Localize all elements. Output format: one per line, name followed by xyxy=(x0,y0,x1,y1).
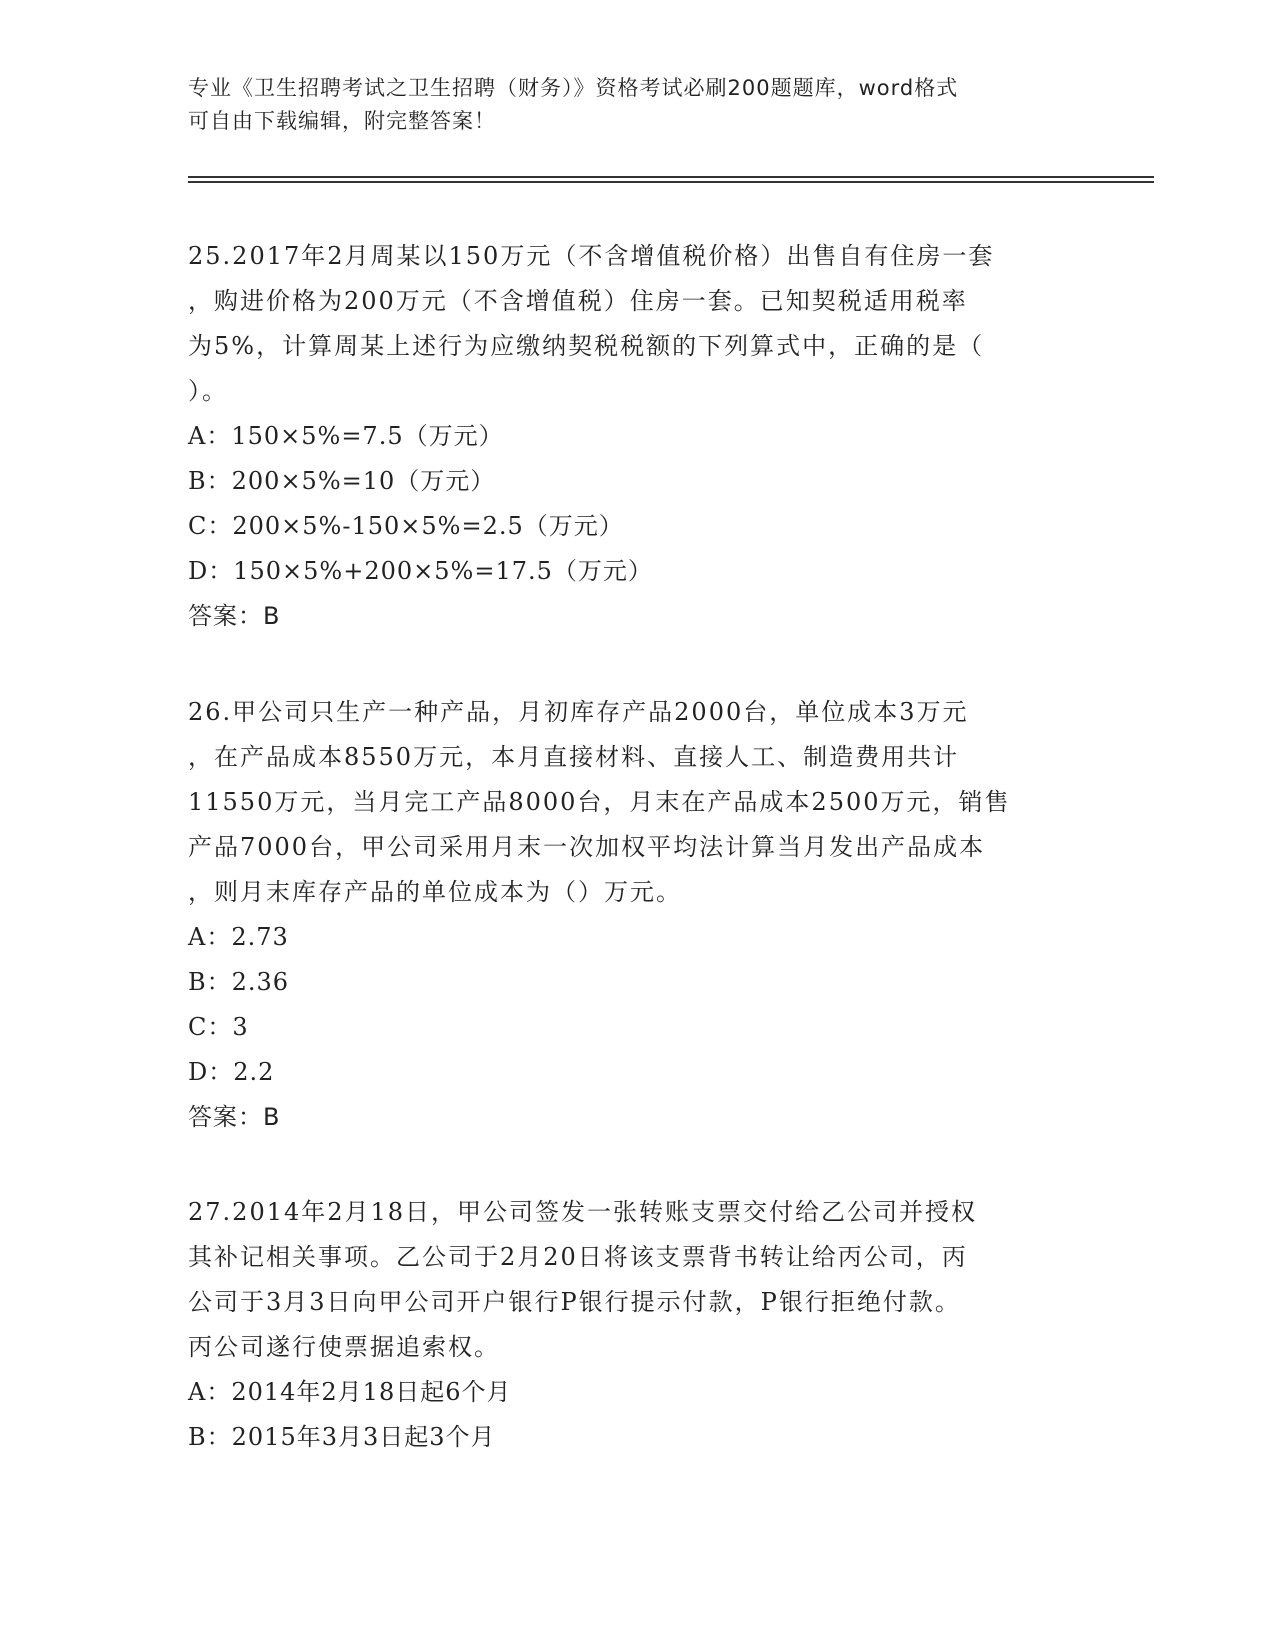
document-header xyxy=(188,72,1088,138)
question-text-line: 为5%，计算周某上述行为应缴纳契税税额的下列算式中，正确的是（ xyxy=(188,332,985,360)
option-a: A：150×5%=7.5（万元） xyxy=(188,422,504,450)
option-d: D：2.2 xyxy=(188,1058,275,1086)
question-27 xyxy=(188,1190,1088,1460)
option-d: D：150×5%+200×5%=17.5（万元） xyxy=(188,557,653,585)
question-25 xyxy=(188,234,1088,639)
header-line-2: 可自由下载编辑，附完整答案！ xyxy=(188,109,496,133)
question-text-line: 26.甲公司只生产一种产品，月初库存产品2000台，单位成本3万元 xyxy=(188,698,969,726)
option-b: B：2.36 xyxy=(188,968,290,996)
header-divider-bottom xyxy=(188,181,1154,183)
option-b: B：200×5%=10（万元） xyxy=(188,467,496,495)
question-text-line: 27.2014年2月18日，甲公司签发一张转账支票交付给乙公司并授权 xyxy=(188,1198,978,1226)
question-text-line: ，购进价格为200万元（不含增值税）住房一套。已知契税适用税率 xyxy=(188,287,968,315)
option-a: A：2.73 xyxy=(188,923,289,951)
question-text-line: ，则月末库存产品的单位成本为（）万元。 xyxy=(188,878,682,906)
option-a: A：2014年2月18日起6个月 xyxy=(188,1378,512,1406)
question-26 xyxy=(188,690,1088,1140)
question-text-line: 产品7000台，甲公司采用月末一次加权平均法计算当月发出产品成本 xyxy=(188,833,986,861)
option-b: B：2015年3月3日起3个月 xyxy=(188,1423,496,1451)
option-c: C：200×5%-150×5%=2.5（万元） xyxy=(188,512,624,540)
answer-label: 答案：B xyxy=(188,1103,281,1131)
question-text-line: 25.2017年2月周某以150万元（不含增值税价格）出售自有住房一套 xyxy=(188,242,995,270)
header-divider-top xyxy=(188,176,1154,178)
header-line-1: 专业《卫生招聘考试之卫生招聘（财务）》资格考试必刷200题题库，word格式 xyxy=(188,76,959,100)
question-text-line: ，在产品成本8550万元，本月直接材料、直接人工、制造费用共计 xyxy=(188,743,960,771)
answer-label: 答案：B xyxy=(188,602,281,630)
question-text-line: ）。 xyxy=(188,377,228,405)
question-text-line: 公司于3月3日向甲公司开户银行P银行提示付款，P银行拒绝付款。 xyxy=(188,1288,961,1316)
question-text-line: 11550万元，当月完工产品8000台，月末在产品成本2500万元，销售 xyxy=(188,788,1011,816)
option-c: C：3 xyxy=(188,1013,249,1041)
question-text-line: 丙公司遂行使票据追索权。 xyxy=(188,1333,500,1361)
question-text-line: 其补记相关事项。乙公司于2月20日将该支票背书转让给丙公司，丙 xyxy=(188,1243,968,1271)
